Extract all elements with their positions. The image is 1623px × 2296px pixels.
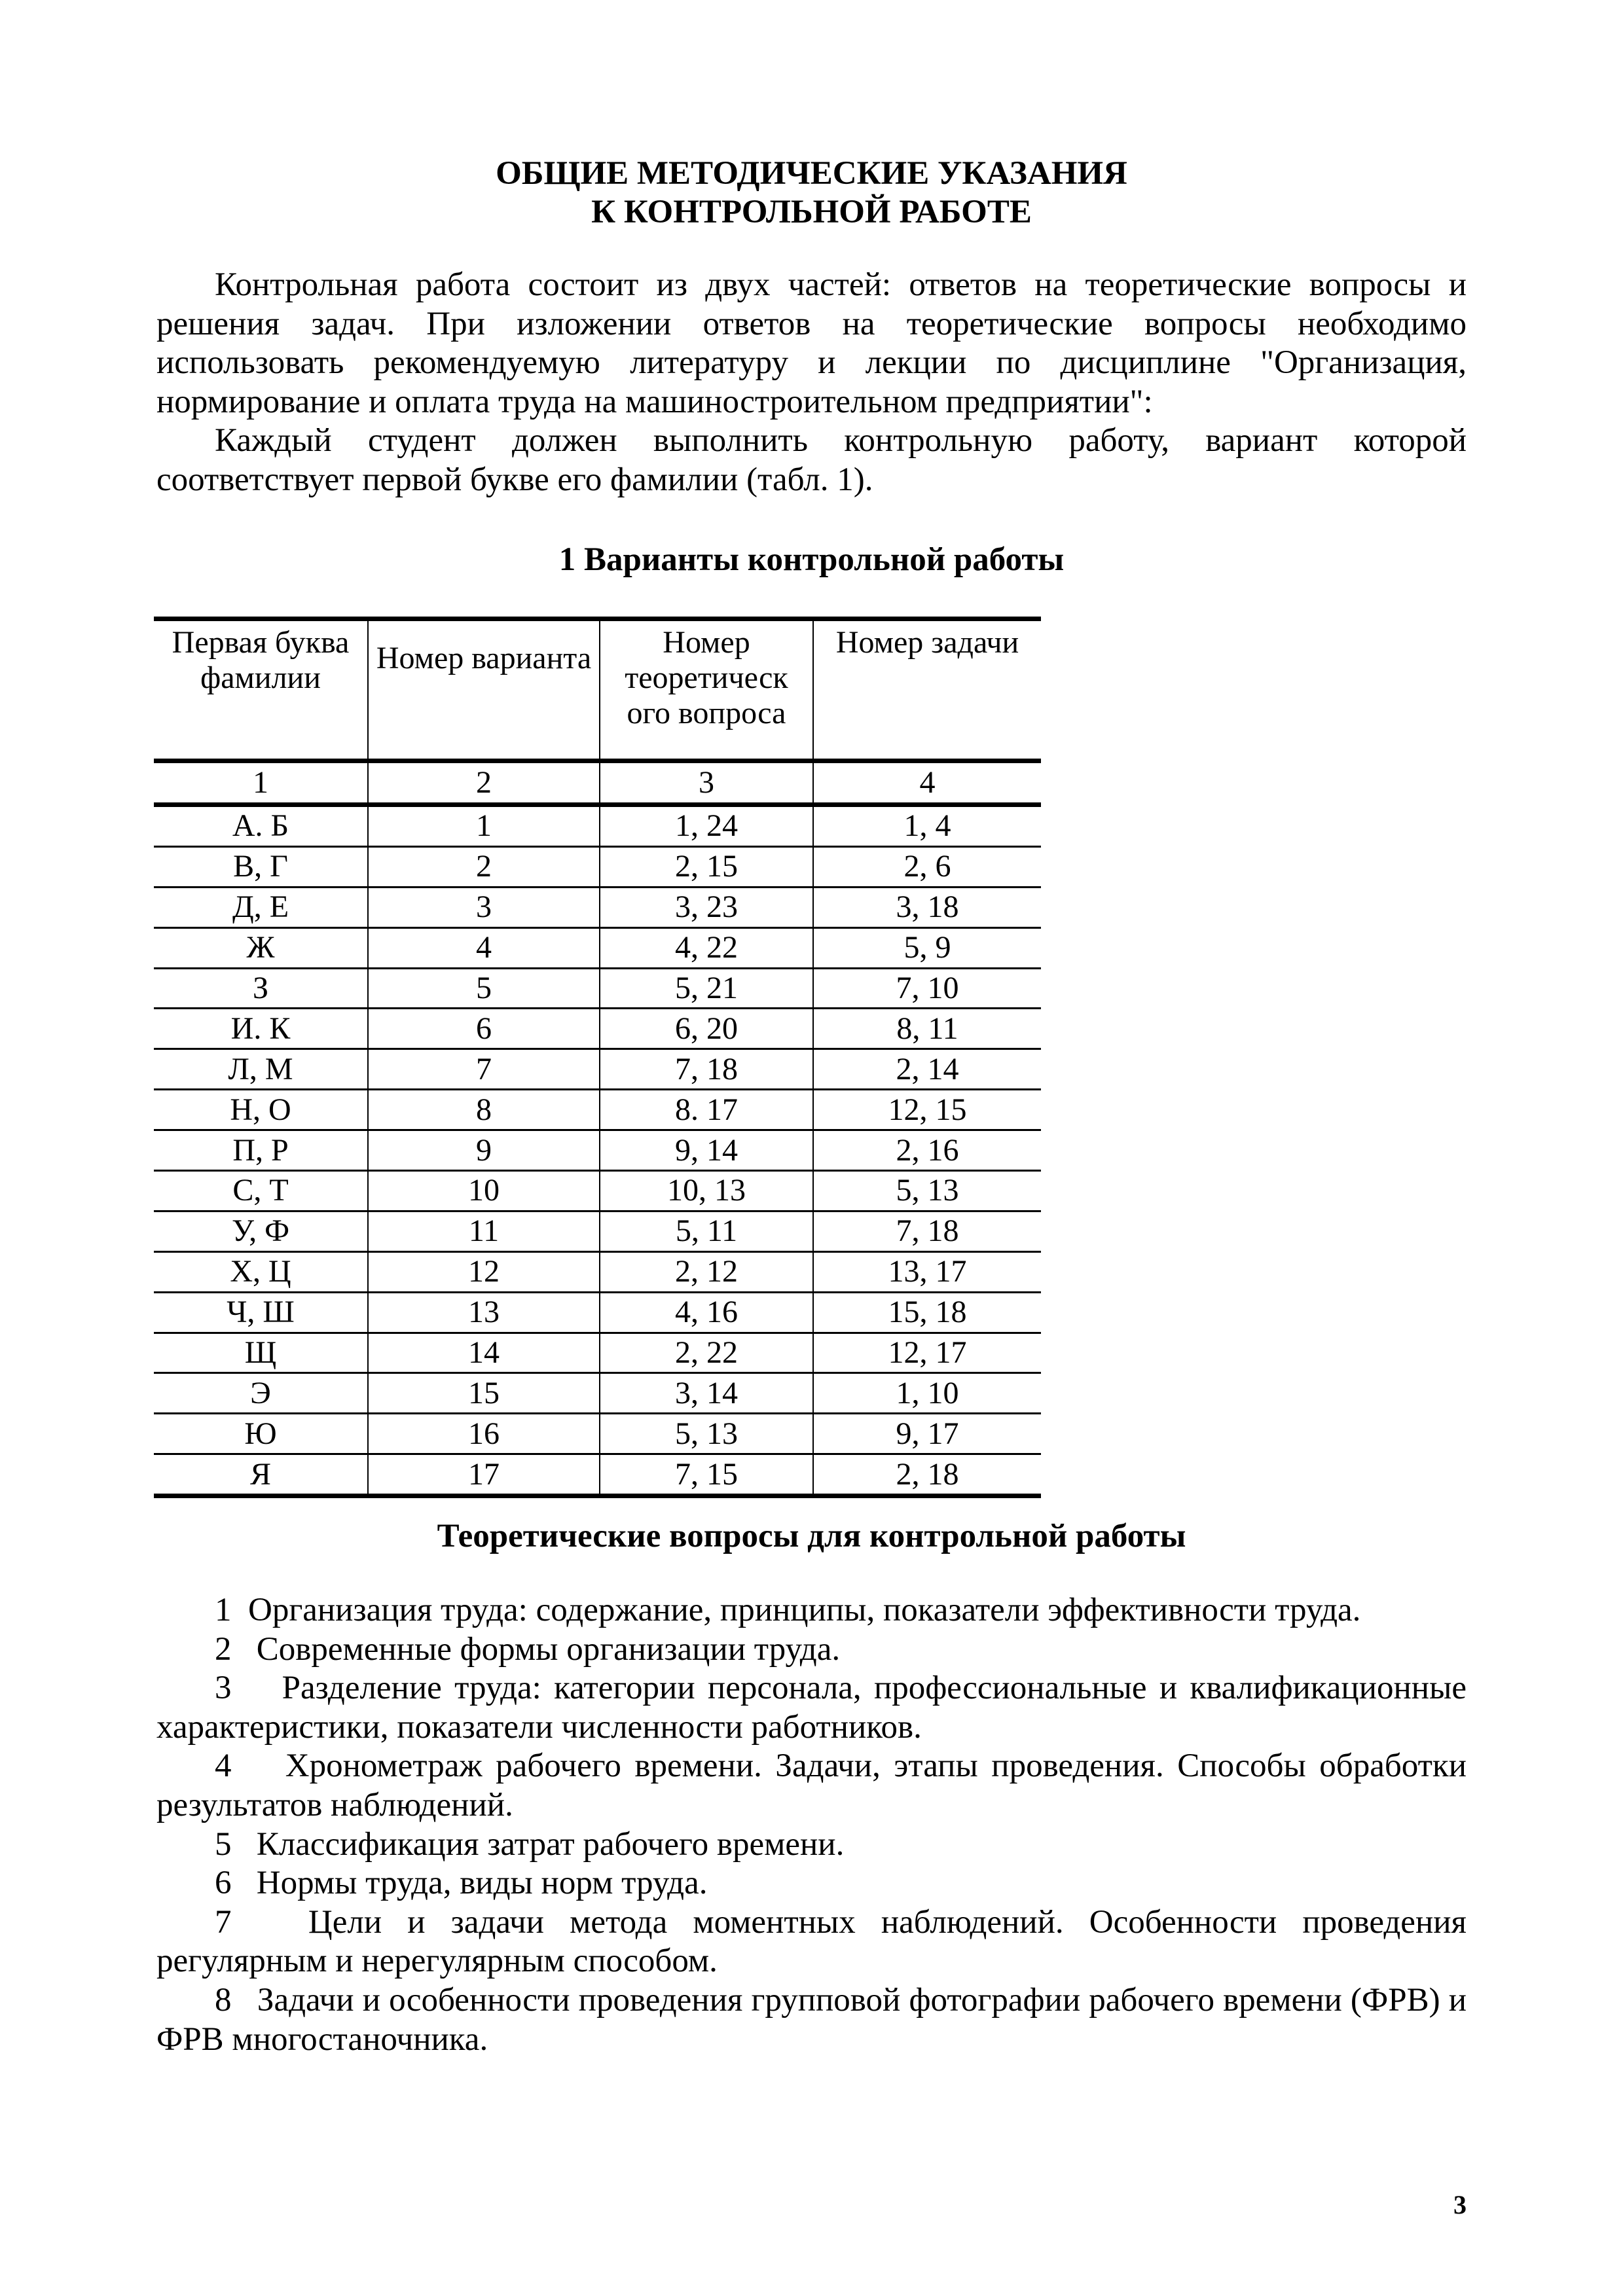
table-cell: Я (154, 1454, 368, 1496)
table-cell: З (154, 968, 368, 1009)
table-cell: 2, 16 (813, 1130, 1041, 1171)
page-number: 3 (1453, 2190, 1467, 2219)
table-cell: 5, 21 (600, 968, 813, 1009)
column-header: Первая буква фамилии (154, 619, 368, 761)
table-cell: 3, 14 (600, 1373, 813, 1414)
table-cell: 8. 17 (600, 1090, 813, 1130)
table-cell: 6, 20 (600, 1009, 813, 1049)
question-item: 8 Задачи и особенности проведения групповой фотографии рабочего времени (ФРВ) и ФРВ многостаночника. (156, 1981, 1475, 2058)
table-cell: 2, 15 (600, 846, 813, 887)
table-cell: С, Т (154, 1171, 368, 1211)
table-cell: 3, 18 (813, 887, 1041, 927)
table-row (154, 1454, 1041, 1496)
title-line-2: К КОНТРОЛЬНОЙ РАБОТЕ (591, 194, 1032, 230)
table-row (154, 1130, 1041, 1171)
table-cell: 8, 11 (813, 1009, 1041, 1049)
page-title (156, 154, 1467, 232)
table-cell: 5, 11 (600, 1211, 813, 1251)
question-item: 7 Цели и задачи метода моментных наблюдений. Особенности проведения регулярным и нерегулярным способом. (156, 1903, 1475, 1980)
column-header: Номер теоретическ ого вопроса (600, 619, 813, 761)
table-row (154, 1292, 1041, 1333)
table-row (154, 968, 1041, 1009)
table-cell: 15, 18 (813, 1292, 1041, 1333)
table-cell: 3, 23 (600, 887, 813, 927)
table-cell: 17 (368, 1454, 600, 1496)
table-cell: 7, 18 (600, 1049, 813, 1090)
table-cell: 5, 13 (813, 1171, 1041, 1211)
table-row (154, 1414, 1041, 1454)
table-cell: 5, 13 (600, 1414, 813, 1454)
table-cell: 13, 17 (813, 1251, 1041, 1292)
questions-list (156, 1591, 1475, 2059)
table-cell: 5 (368, 968, 600, 1009)
table-cell: Ж (154, 927, 368, 968)
table-cell: В, Г (154, 846, 368, 887)
table-cell: 7, 18 (813, 1211, 1041, 1251)
table-cell: 2, 18 (813, 1454, 1041, 1496)
column-header: Номер варианта (368, 619, 600, 761)
table-row (154, 805, 1041, 847)
table-cell: 9, 17 (813, 1414, 1041, 1454)
table-cell: 7 (368, 1049, 600, 1090)
table-row (154, 1090, 1041, 1130)
table-cell: 4, 16 (600, 1292, 813, 1333)
table-row (154, 1171, 1041, 1211)
table-cell: 1, 10 (813, 1373, 1041, 1414)
table-cell: 8 (368, 1090, 600, 1130)
table-cell: Д, Е (154, 887, 368, 927)
table-cell: 6 (368, 1009, 600, 1049)
table-cell: 14 (368, 1333, 600, 1373)
table-cell: Х, Ц (154, 1251, 368, 1292)
table-cell: 1, 24 (600, 805, 813, 847)
table-cell: 3 (368, 887, 600, 927)
table-row (154, 927, 1041, 968)
table-cell: Ч, Ш (154, 1292, 368, 1333)
table-cell: 7, 15 (600, 1454, 813, 1496)
table-row (154, 1211, 1041, 1251)
table-cell: Щ (154, 1333, 368, 1373)
table-row (154, 846, 1041, 887)
column-number: 1 (154, 761, 368, 805)
table-cell: А. Б (154, 805, 368, 847)
table-cell: 15 (368, 1373, 600, 1414)
variants-table (154, 617, 1041, 1498)
table-cell: Н, О (154, 1090, 368, 1130)
table-row (154, 887, 1041, 927)
table-cell: 5, 9 (813, 927, 1041, 968)
table-cell: 1, 4 (813, 805, 1041, 847)
question-item: 2 Современные формы организации труда. (215, 1630, 841, 1668)
table-cell: 2 (368, 846, 600, 887)
table-cell: 1 (368, 805, 600, 847)
table-cell: 2, 14 (813, 1049, 1041, 1090)
column-header: Номер задачи (813, 619, 1041, 761)
column-number: 3 (600, 761, 813, 805)
table-cell: 2, 12 (600, 1251, 813, 1292)
table-cell: 2, 22 (600, 1333, 813, 1373)
table-row (154, 1373, 1041, 1414)
table-row (154, 1049, 1041, 1090)
table-row (154, 1251, 1041, 1292)
question-item: 4 Хронометраж рабочего времени. Задачи, этапы проведения. Способы обработки результатов наблюдений. (156, 1748, 1475, 1823)
table-cell: Э (154, 1373, 368, 1414)
table-cell: 10, 13 (600, 1171, 813, 1211)
table-cell: П, Р (154, 1130, 368, 1171)
table-row (154, 1333, 1041, 1373)
intro-paragraph: Контрольная работа состоит из двух частей: ответов на теоретические вопросы и решения задач. При изложении ответов на теоретические вопросы необходимо использовать рекомендуемую литературу и лекции по дисциплине "Организация, нормирование и оплата труда на машиностроительном предприятии": (156, 266, 1467, 420)
table-cell: 16 (368, 1414, 600, 1454)
column-number: 2 (368, 761, 600, 805)
question-item: 3 Разделение труда: категории персонала, профессиональные и квалификационные характеристики, показатели численности работников. (156, 1670, 1475, 1746)
table-cell: 12, 15 (813, 1090, 1041, 1130)
table-cell: 2, 6 (813, 846, 1041, 887)
table-cell: 12, 17 (813, 1333, 1041, 1373)
table-cell: 4, 22 (600, 927, 813, 968)
table-cell: 12 (368, 1251, 600, 1292)
question-item: 5 Классификация затрат рабочего времени. (215, 1825, 845, 1863)
table-cell: 9, 14 (600, 1130, 813, 1171)
table-cell: 10 (368, 1171, 600, 1211)
table-cell: Л, М (154, 1049, 368, 1090)
column-number: 4 (813, 761, 1041, 805)
table-cell: Ю (154, 1414, 368, 1454)
table-row (154, 1009, 1041, 1049)
table-cell: 13 (368, 1292, 600, 1333)
questions-heading: Теоретические вопросы для контрольной работы (437, 1518, 1186, 1554)
table-caption: 1 Варианты контрольной работы (558, 541, 1065, 578)
table-cell: У, Ф (154, 1211, 368, 1251)
question-item: 6 Нормы труда, виды норм труда. (215, 1865, 708, 1902)
intro-text (156, 266, 1467, 500)
table-cell: 4 (368, 927, 600, 968)
table-cell: 7, 10 (813, 968, 1041, 1009)
title-line-1: ОБЩИЕ МЕТОДИЧЕСКИЕ УКАЗАНИЯ (496, 155, 1127, 192)
intro-paragraph: Каждый студент должен выполнить контрольную работу, вариант которой соответствует первой букве его фамилии (табл. 1). (156, 422, 1467, 498)
table-cell: И. К (154, 1009, 368, 1049)
question-item: 1 Организация труда: содержание, принципы, показатели эффективности труда. (215, 1592, 1361, 1628)
table-cell: 11 (368, 1211, 600, 1251)
table-cell: 9 (368, 1130, 600, 1171)
